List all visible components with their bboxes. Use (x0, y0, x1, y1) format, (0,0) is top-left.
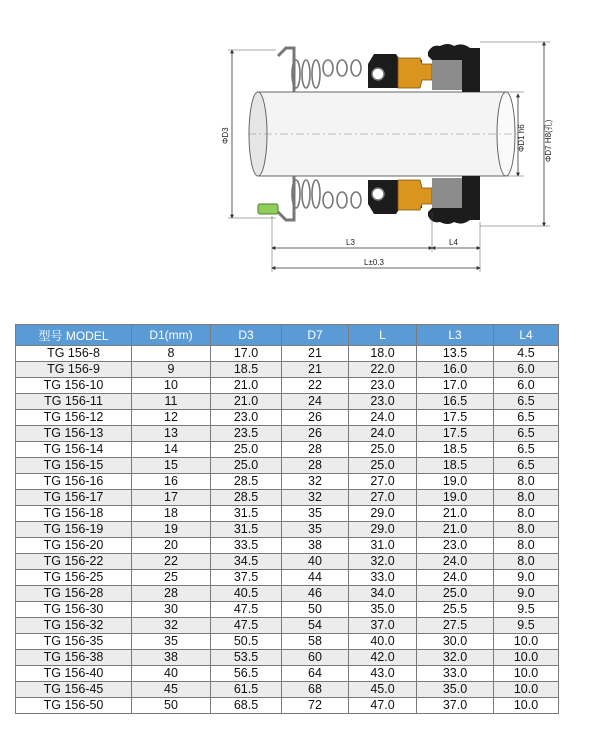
cell-l3: 16.0 (417, 362, 494, 378)
cell-l4: 4.5 (494, 346, 559, 362)
d7-label: ΦD7 H8(孔) (544, 119, 553, 162)
cell-d7: 35 (282, 522, 349, 538)
cell-d7: 38 (282, 538, 349, 554)
d3-label: ΦD3 (221, 127, 230, 144)
cell-l: 25.0 (349, 442, 417, 458)
cell-d3: 28.5 (211, 474, 282, 490)
table-row (16, 666, 559, 682)
cell-l3: 19.0 (417, 474, 494, 490)
cell-model: TG 156-50 (16, 698, 132, 714)
dimension-l4 (432, 238, 480, 248)
cell-l: 24.0 (349, 410, 417, 426)
cell-l: 37.0 (349, 618, 417, 634)
cell-l3: 24.0 (417, 554, 494, 570)
cell-model: TG 156-25 (16, 570, 132, 586)
table-row (16, 682, 559, 698)
cell-l4: 6.0 (494, 362, 559, 378)
cell-l4: 6.5 (494, 442, 559, 458)
cell-l: 22.0 (349, 362, 417, 378)
cell-model: TG 156-20 (16, 538, 132, 554)
dimension-l (272, 258, 480, 268)
cell-l4: 8.0 (494, 522, 559, 538)
cell-model: TG 156-35 (16, 634, 132, 650)
shaft (248, 92, 518, 176)
cell-d7: 22 (282, 378, 349, 394)
table-row (16, 442, 559, 458)
cell-l3: 30.0 (417, 634, 494, 650)
l-label: L±0.3 (364, 258, 384, 267)
cell-d1: 50 (132, 698, 211, 714)
cell-d1: 20 (132, 538, 211, 554)
cell-l4: 8.0 (494, 474, 559, 490)
cell-l: 23.0 (349, 394, 417, 410)
cell-d3: 25.0 (211, 442, 282, 458)
cell-d3: 40.5 (211, 586, 282, 602)
carbon-ring-top (398, 58, 432, 88)
seal-cross-section-drawing (218, 36, 580, 284)
cell-d7: 21 (282, 362, 349, 378)
cell-l4: 9.5 (494, 602, 559, 618)
cell-d7: 28 (282, 458, 349, 474)
cell-l: 32.0 (349, 554, 417, 570)
cell-l3: 25.5 (417, 602, 494, 618)
cell-d7: 32 (282, 490, 349, 506)
cell-l: 27.0 (349, 490, 417, 506)
cell-d1: 16 (132, 474, 211, 490)
cell-model: TG 156-28 (16, 586, 132, 602)
table-row (16, 634, 559, 650)
seat-face-top (432, 60, 462, 90)
cell-l3: 27.5 (417, 618, 494, 634)
l4-label: L4 (449, 238, 458, 247)
cell-d7: 46 (282, 586, 349, 602)
table-row (16, 522, 559, 538)
spring-coils-top (292, 60, 361, 88)
cell-model: TG 156-32 (16, 618, 132, 634)
cell-model: TG 156-18 (16, 506, 132, 522)
cell-l4: 8.0 (494, 490, 559, 506)
cell-model: TG 156-17 (16, 490, 132, 506)
cell-d7: 60 (282, 650, 349, 666)
cell-l3: 19.0 (417, 490, 494, 506)
table-header (16, 325, 559, 346)
table-row (16, 570, 559, 586)
cell-l: 27.0 (349, 474, 417, 490)
cell-l4: 8.0 (494, 506, 559, 522)
cell-l3: 25.0 (417, 586, 494, 602)
cell-l4: 6.0 (494, 378, 559, 394)
cell-l4: 10.0 (494, 634, 559, 650)
cell-d7: 50 (282, 602, 349, 618)
cell-model: TG 156-9 (16, 362, 132, 378)
cell-d7: 64 (282, 666, 349, 682)
d1-label: ΦD1 h6 (517, 124, 526, 152)
cell-d7: 58 (282, 634, 349, 650)
cell-l: 31.0 (349, 538, 417, 554)
cell-d7: 26 (282, 426, 349, 442)
cell-l: 43.0 (349, 666, 417, 682)
cell-d3: 21.0 (211, 394, 282, 410)
cell-d1: 8 (132, 346, 211, 362)
table-row (16, 362, 559, 378)
cell-d1: 22 (132, 554, 211, 570)
cell-model: TG 156-10 (16, 378, 132, 394)
cell-l3: 33.0 (417, 666, 494, 682)
cell-d3: 31.5 (211, 506, 282, 522)
table-row (16, 490, 559, 506)
cell-l3: 18.5 (417, 442, 494, 458)
cell-d3: 25.0 (211, 458, 282, 474)
cell-l3: 17.5 (417, 410, 494, 426)
header-d1: D1(mm) (132, 325, 211, 346)
cell-d7: 40 (282, 554, 349, 570)
table-row (16, 698, 559, 714)
cell-l4: 6.5 (494, 410, 559, 426)
spring-coils-bottom (292, 180, 361, 208)
table-row (16, 586, 559, 602)
header-l: L (349, 325, 417, 346)
cell-d1: 38 (132, 650, 211, 666)
cell-l: 40.0 (349, 634, 417, 650)
cell-l4: 9.0 (494, 570, 559, 586)
cell-model: TG 156-16 (16, 474, 132, 490)
cell-d7: 21 (282, 346, 349, 362)
cell-d7: 28 (282, 442, 349, 458)
cell-d3: 56.5 (211, 666, 282, 682)
cell-l: 45.0 (349, 682, 417, 698)
cell-d3: 47.5 (211, 602, 282, 618)
cell-d3: 53.5 (211, 650, 282, 666)
cell-l3: 13.5 (417, 346, 494, 362)
cell-l3: 21.0 (417, 522, 494, 538)
cell-d1: 17 (132, 490, 211, 506)
cell-model: TG 156-13 (16, 426, 132, 442)
cell-l3: 35.0 (417, 682, 494, 698)
cell-l: 18.0 (349, 346, 417, 362)
cell-d3: 21.0 (211, 378, 282, 394)
header-row (16, 325, 559, 346)
cell-d1: 15 (132, 458, 211, 474)
cell-d1: 14 (132, 442, 211, 458)
cell-d1: 11 (132, 394, 211, 410)
cell-d3: 18.5 (211, 362, 282, 378)
cell-d1: 30 (132, 602, 211, 618)
cell-l4: 10.0 (494, 698, 559, 714)
cell-model: TG 156-11 (16, 394, 132, 410)
cell-d3: 68.5 (211, 698, 282, 714)
cell-l4: 9.0 (494, 586, 559, 602)
cell-l4: 8.0 (494, 538, 559, 554)
cell-l3: 23.0 (417, 538, 494, 554)
cell-l4: 6.5 (494, 458, 559, 474)
cell-d3: 34.5 (211, 554, 282, 570)
cell-d3: 47.5 (211, 618, 282, 634)
cell-model: TG 156-30 (16, 602, 132, 618)
cell-l: 24.0 (349, 426, 417, 442)
cell-l3: 18.5 (417, 458, 494, 474)
cell-d7: 26 (282, 410, 349, 426)
drive-pin (258, 204, 278, 214)
table-row (16, 426, 559, 442)
table-row (16, 602, 559, 618)
table-row (16, 506, 559, 522)
cell-l: 42.0 (349, 650, 417, 666)
cell-d1: 19 (132, 522, 211, 538)
cell-d3: 61.5 (211, 682, 282, 698)
table-row (16, 410, 559, 426)
table-row (16, 554, 559, 570)
cell-l: 35.0 (349, 602, 417, 618)
cell-l4: 10.0 (494, 650, 559, 666)
cell-d3: 31.5 (211, 522, 282, 538)
cell-model: TG 156-22 (16, 554, 132, 570)
cell-l: 34.0 (349, 586, 417, 602)
cell-model: TG 156-45 (16, 682, 132, 698)
cell-d1: 9 (132, 362, 211, 378)
cell-d3: 17.0 (211, 346, 282, 362)
cell-d1: 28 (132, 586, 211, 602)
cell-d1: 13 (132, 426, 211, 442)
table-row (16, 538, 559, 554)
cell-d3: 28.5 (211, 490, 282, 506)
table-row (16, 458, 559, 474)
cell-l3: 32.0 (417, 650, 494, 666)
cell-model: TG 156-15 (16, 458, 132, 474)
cell-l3: 21.0 (417, 506, 494, 522)
cell-d7: 54 (282, 618, 349, 634)
cell-d3: 33.5 (211, 538, 282, 554)
cell-l: 25.0 (349, 458, 417, 474)
cell-l3: 17.5 (417, 426, 494, 442)
table-row (16, 474, 559, 490)
cell-l3: 16.5 (417, 394, 494, 410)
cell-d3: 37.5 (211, 570, 282, 586)
cell-d1: 10 (132, 378, 211, 394)
table-row (16, 650, 559, 666)
cell-l4: 6.5 (494, 394, 559, 410)
cell-l: 33.0 (349, 570, 417, 586)
cell-l: 47.0 (349, 698, 417, 714)
cell-d7: 35 (282, 506, 349, 522)
header-l4: L4 (494, 325, 559, 346)
header-model: 型号 MODEL (16, 325, 132, 346)
cell-l3: 24.0 (417, 570, 494, 586)
cell-l: 29.0 (349, 506, 417, 522)
cell-d3: 23.0 (211, 410, 282, 426)
header-d3: D3 (211, 325, 282, 346)
cell-l4: 10.0 (494, 666, 559, 682)
cell-l4: 6.5 (494, 426, 559, 442)
cell-l4: 8.0 (494, 554, 559, 570)
cell-model: TG 156-19 (16, 522, 132, 538)
cell-l: 23.0 (349, 378, 417, 394)
cell-d1: 18 (132, 506, 211, 522)
cell-d7: 44 (282, 570, 349, 586)
cell-d7: 72 (282, 698, 349, 714)
cell-d7: 68 (282, 682, 349, 698)
cell-l: 29.0 (349, 522, 417, 538)
cell-d1: 25 (132, 570, 211, 586)
cell-model: TG 156-40 (16, 666, 132, 682)
cell-d1: 35 (132, 634, 211, 650)
cell-d7: 24 (282, 394, 349, 410)
cell-l3: 17.0 (417, 378, 494, 394)
cell-model: TG 156-12 (16, 410, 132, 426)
table-row (16, 346, 559, 362)
cell-d1: 45 (132, 682, 211, 698)
cell-model: TG 156-38 (16, 650, 132, 666)
cell-model: TG 156-14 (16, 442, 132, 458)
cell-l4: 10.0 (494, 682, 559, 698)
cell-l4: 9.5 (494, 618, 559, 634)
cell-model: TG 156-8 (16, 346, 132, 362)
table-row (16, 394, 559, 410)
header-d7: D7 (282, 325, 349, 346)
cell-d7: 32 (282, 474, 349, 490)
table-body (16, 346, 559, 714)
seat-face-bottom (432, 178, 462, 208)
dimension-l3 (272, 238, 432, 248)
cell-d1: 40 (132, 666, 211, 682)
cell-d3: 50.5 (211, 634, 282, 650)
l3-label: L3 (346, 238, 355, 247)
cell-l3: 37.0 (417, 698, 494, 714)
header-l3: L3 (417, 325, 494, 346)
table-row (16, 618, 559, 634)
cell-d3: 23.5 (211, 426, 282, 442)
cell-d1: 12 (132, 410, 211, 426)
cell-d1: 32 (132, 618, 211, 634)
carbon-ring-bottom (398, 180, 432, 210)
spec-table (15, 324, 559, 714)
table-row (16, 378, 559, 394)
